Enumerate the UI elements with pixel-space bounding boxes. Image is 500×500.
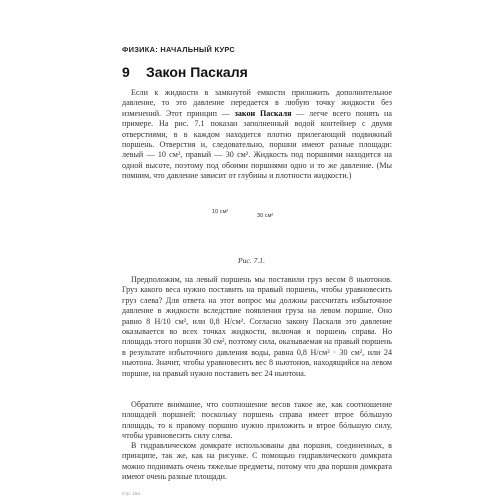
- paragraph-1-text-a: Если к жидкости в замкнутой емкости приложить дополнительное давление, то это давление передается в любую точку жидкости без изменений. Этот принцип —: [122, 88, 392, 118]
- paragraph-4: [122, 441, 392, 483]
- paragraph-1: [122, 88, 392, 182]
- figure-caption: Рис. 7.1.: [238, 256, 265, 265]
- chapter-title: Закон Паскаля: [146, 64, 248, 80]
- paragraph-2: [122, 275, 392, 379]
- figure-label-left: 10 см²: [212, 209, 229, 215]
- paragraph-2-text: Предположим, на левый поршень мы поставили груз весом 8 ньютонов. Груз какого веса нужно поставить на правый поршень, чтобы уравновесить груз слева? Для ответа на этот вопрос мы должны рассчитать избыточное давление в жидкости вследствие появления груза на левом поршне. Оно равно 8 Н/10 см², или 0,8 Н/см². Согласно закону Паскаля это давление оказывается во всех точках жидкости, включая и поршень справа. Но площадь этого поршня 30 см², поэтому сила, оказываемая на правый поршень в результате избыточного давления воды, равна 0,8 Н/см² · 30 см², или 24 ньютона. Значит, чтобы уравновесить вес 8 ньютонов, находящийся на левом поршне, на правый нужно поставить вес 24 ньютона.: [122, 275, 392, 378]
- chapter-number: 9: [122, 64, 130, 80]
- term-pascal-law: закон Паскаля: [234, 108, 292, 118]
- running-head: ФИЗИКА: НАЧАЛЬНЫЙ КУРС: [122, 45, 236, 54]
- paragraph-1-text-b: — легче всего понять на примере. На рис. 7.1 показан заполненный водой контейнер с двумя отверстиями, в в каждом находится плотно прилегающий подвижный поршень. Отверстия и, следовательно, поршни имеют разные площади: левый — 10 см², правый — 30 см². Жидкость под поршнями находится на одной высоте, поэтому под обоими поршнями одно и то же давление. (Мы помним, что давление зависит от глубины и плотности жидкости.): [122, 108, 392, 181]
- page-folio: Стр. 154: [122, 491, 140, 496]
- figure-label-right: 30 см²: [257, 213, 274, 219]
- paragraph-3: [122, 400, 392, 442]
- paragraph-3-text: Обратите внимание, что соотношение весов такое же, как соотношение площадей поршней: поскольку поршень справа имеет втрое бóльшую площадь, то к правому поршню нужно приложить и втрое бóльшую силу, чтобы уравновесить силу слева.: [122, 400, 392, 441]
- chapter-heading: [122, 64, 248, 80]
- paragraph-4-text: В гидравлическом домкрате использованы два поршня, соединенных, в принципе, так же, как на рисунке. С помощью гидравлического домкрата можно поднимать очень тяжелые предметы, потому что два поршня домкрата имеют очень разные площади.: [122, 441, 392, 482]
